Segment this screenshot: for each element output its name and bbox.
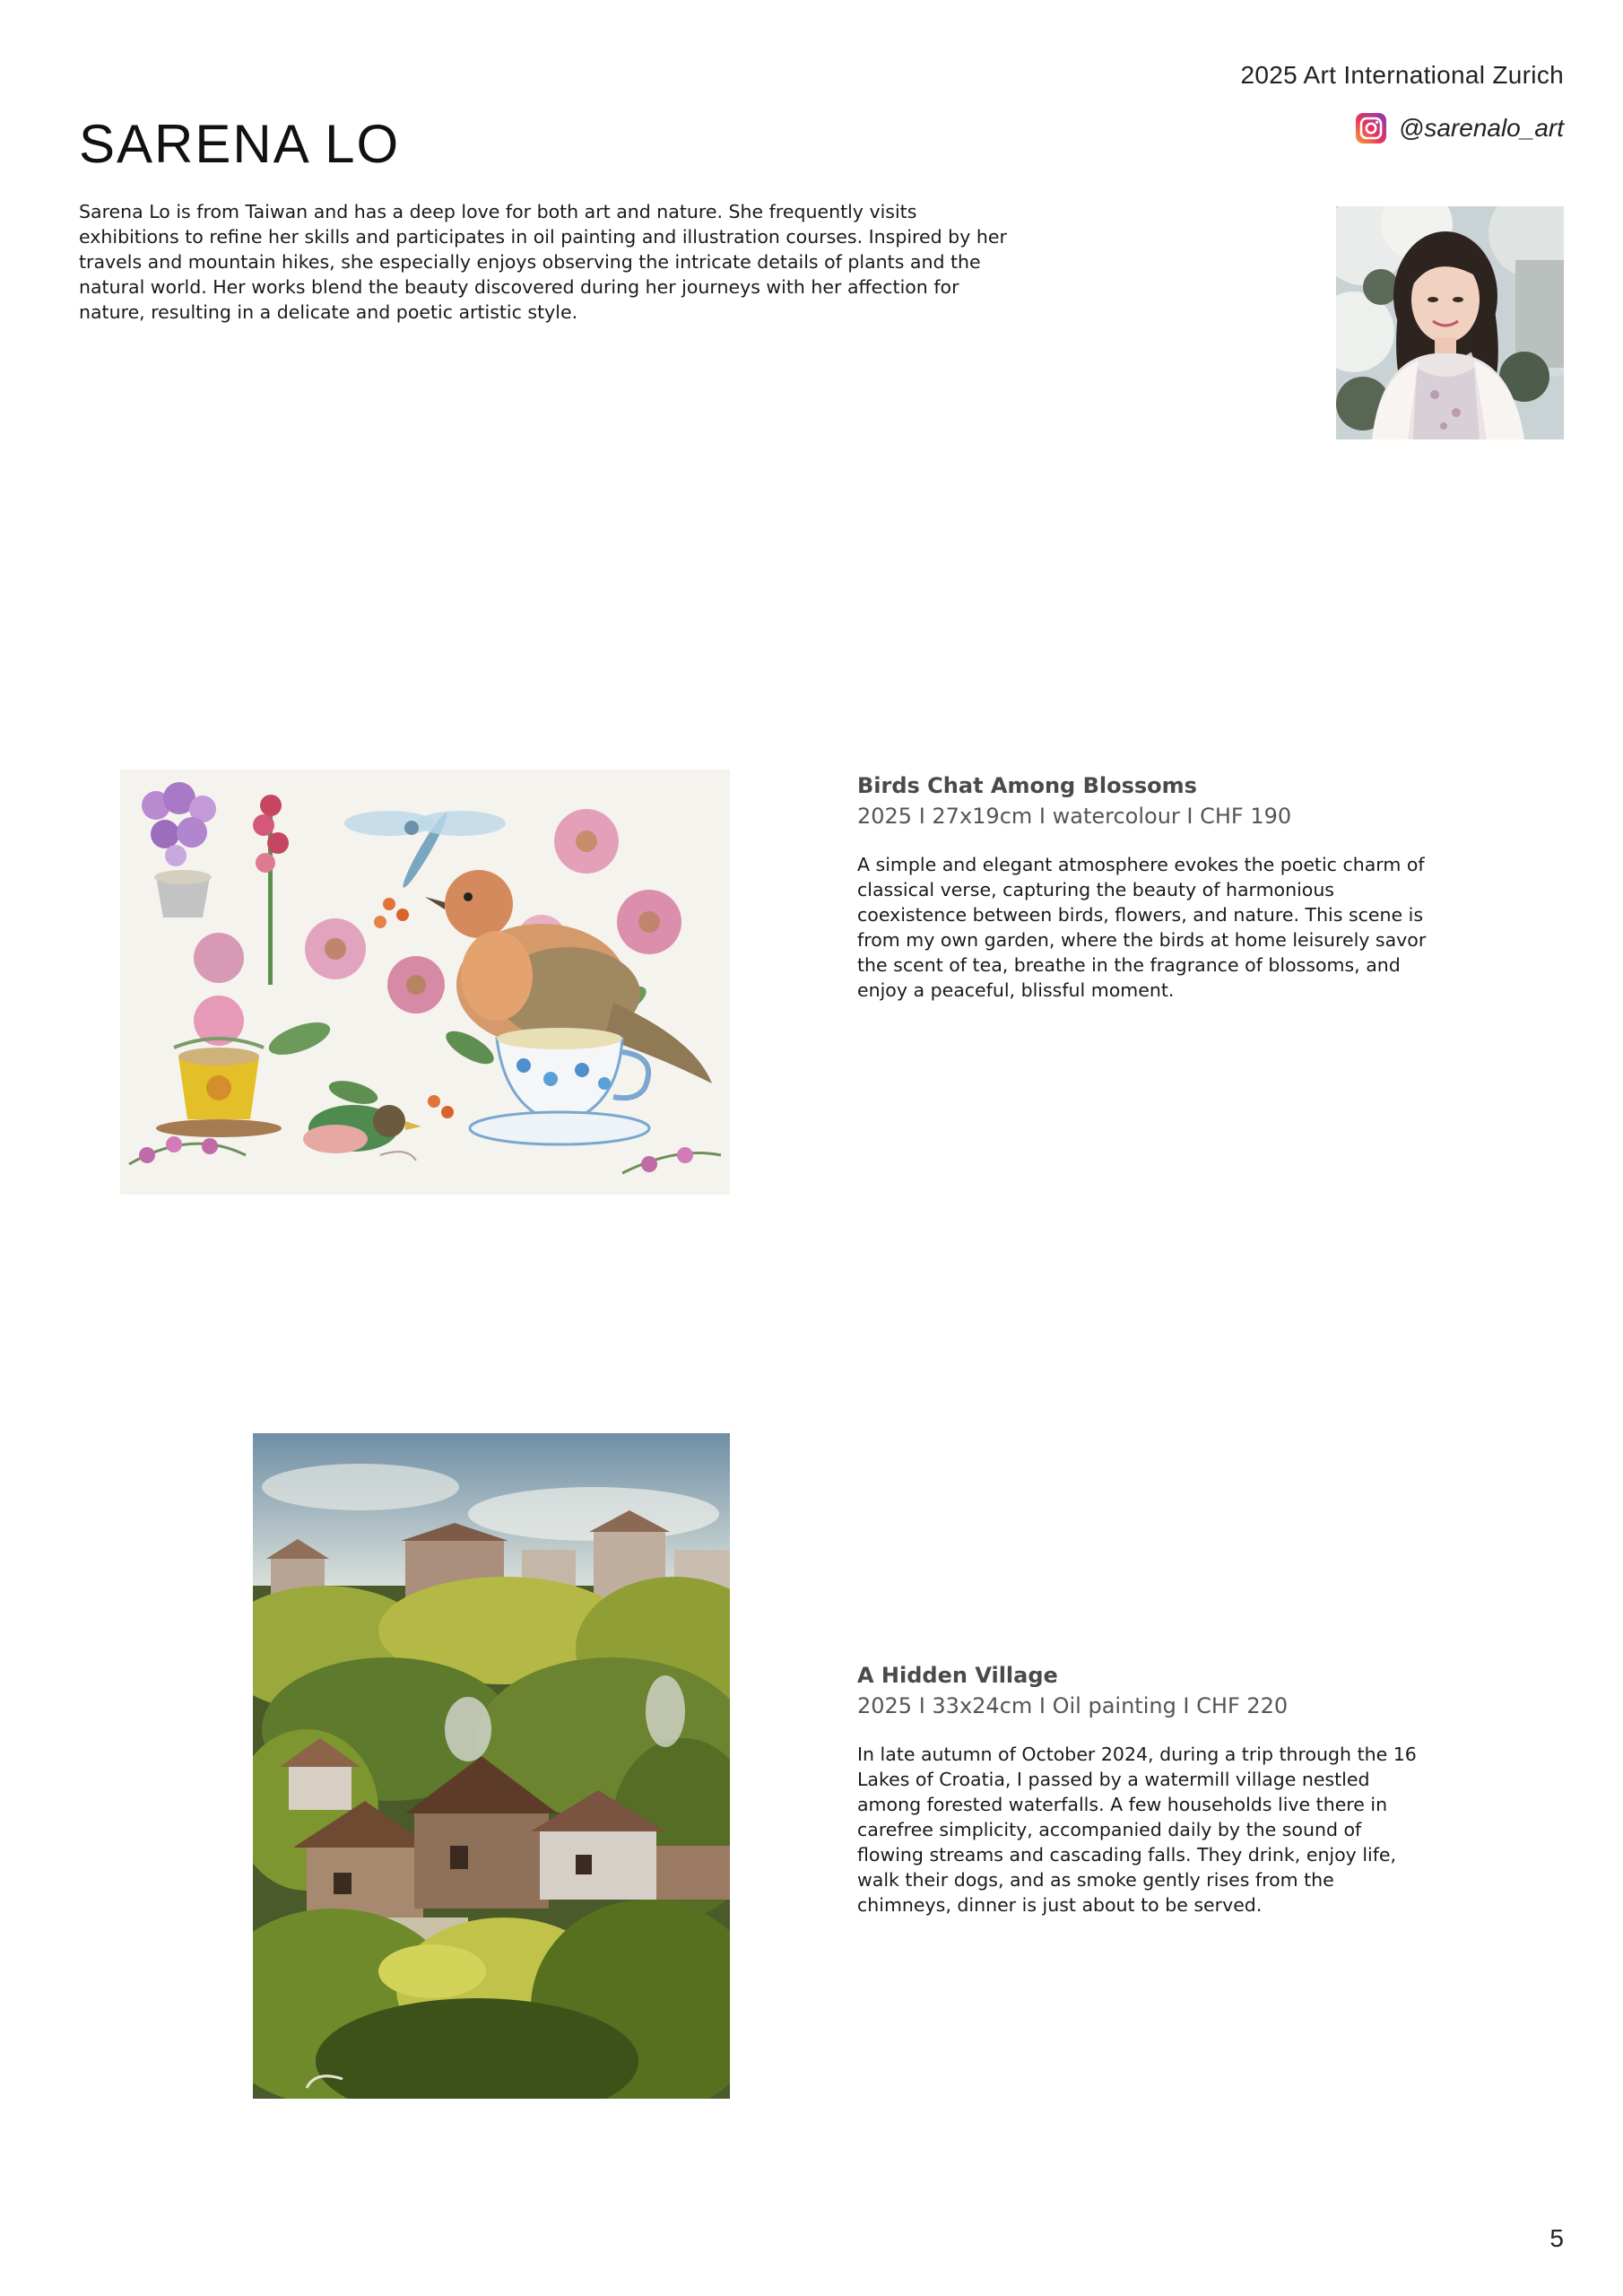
artwork-meta: 2025 I 27x19cm I watercolour I CHF 190 — [857, 804, 1292, 829]
artwork-meta: 2025 I 33x24cm I Oil painting I CHF 220 — [857, 1693, 1289, 1718]
artwork-image-birds-chat — [120, 770, 730, 1195]
artwork-info-birds-chat — [857, 771, 1431, 1003]
artwork-info-hidden-village — [857, 1661, 1431, 1918]
artwork-title: Birds Chat Among Blossoms — [857, 773, 1197, 798]
artist-bio: Sarena Lo is from Taiwan and has a deep love for both art and nature. She frequently visits exhibitions to refine her skills and participates in oil painting and illustration courses. Inspired by her travels and mountain hikes, she especially enjoys observing the intricate details of plants and the natural world. Her works blend the beauty discovered during her journeys with her affection for nature, resulting in a delicate and poetic artistic style. — [79, 201, 1007, 323]
instagram-link[interactable] — [1356, 113, 1564, 144]
instagram-handle: @sarenalo_art — [1398, 114, 1564, 142]
artist-portrait — [1336, 206, 1564, 439]
artist-name: SARENA LO — [79, 114, 401, 174]
instagram-icon — [1356, 113, 1386, 144]
artwork-title: A Hidden Village — [857, 1663, 1058, 1688]
artwork-image-hidden-village — [253, 1433, 730, 2099]
artwork-description: A simple and elegant atmosphere evokes the poetic charm of classical verse, capturing the beauty of harmonious coexistence between birds, flowers, and nature. This scene is from my own garden, where the birds at home leisurely savor the scent of tea, breathe in the fragrance of blossoms, and enjoy a peaceful, blissful moment. — [857, 854, 1427, 1001]
event-name: 2025 Art International Zurich — [1240, 61, 1564, 89]
artwork-description: In late autumn of October 2024, during a trip through the 16 Lakes of Croatia, I passed by a watermill village nestled among forested waterfalls. A few households live there in carefree simplicity, accompanied daily by the sound of flowing streams and cascading falls. They drink, enjoy life, walk their dogs, and as smoke gently rises from the chimneys, dinner is just about to be served. — [857, 1744, 1417, 1916]
page-number: 5 — [1549, 2224, 1564, 2252]
